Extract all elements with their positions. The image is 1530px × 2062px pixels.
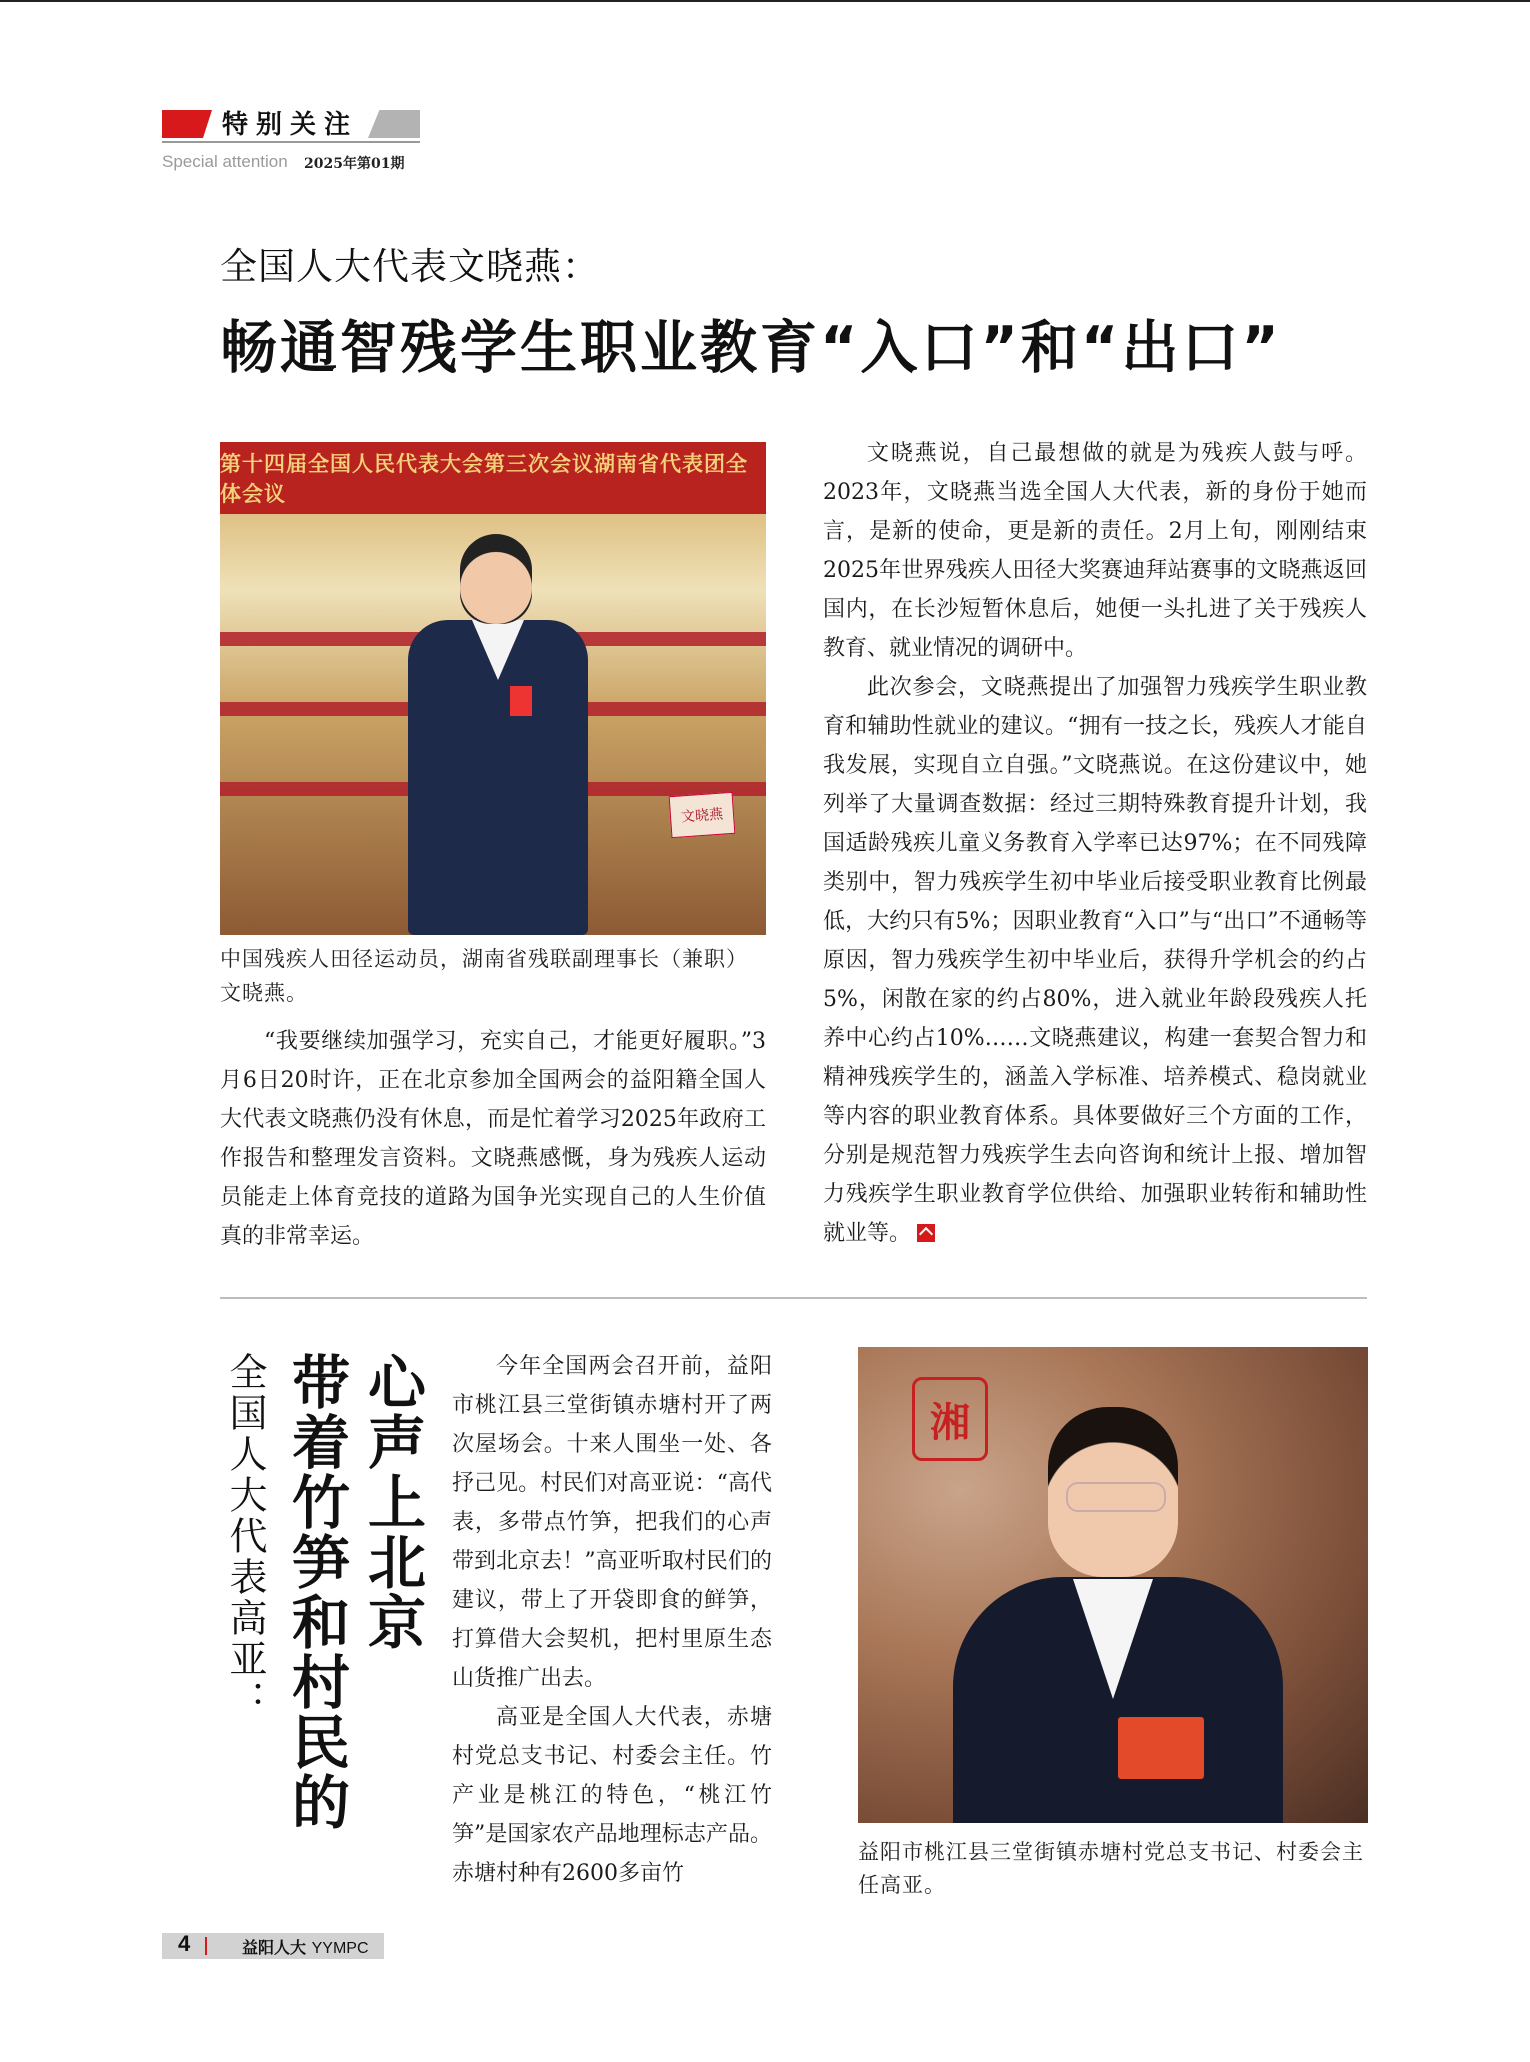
article2-subtitle: 全国人大代表高亚： — [223, 1352, 267, 1721]
magazine-name-cn: 益阳人大 — [242, 1938, 307, 1957]
section-marker-red — [162, 110, 212, 138]
article2-paragraph: 今年全国两会召开前，益阳市桃江县三堂街镇赤塘村开了两次屋场会。十来人围坐一处、各抒己见。村民们对高亚说：“高代表，多带点竹笋，把我们的心声带到北京去！”高亚听取村民们的建议，带上了开袋即食的鲜笋，打算借大会契机，把村里原生态山货推广出去。 — [452, 1354, 772, 1691]
article2-photo — [858, 1347, 1368, 1823]
top-rule — [0, 0, 1530, 2]
magazine-name — [242, 1935, 369, 1958]
article1-photo-caption: 中国残疾人田径运动员，湖南省残联副理事长（兼职）文晓燕。 — [220, 947, 748, 1005]
article-divider — [220, 1297, 1367, 1299]
magazine-name-en: YYMPC — [311, 1940, 369, 1957]
delegate-badge — [510, 686, 532, 716]
article1-left-column — [220, 1022, 766, 1256]
article2-photo-caption: 益阳市桃江县三堂街镇赤塘村党总支书记、村委会主任高亚。 — [858, 1840, 1364, 1897]
page-number: 4 — [178, 1931, 191, 1956]
issue-label: 2025年第01期 — [304, 156, 405, 172]
article2-title-line2: 带着竹笋和村民的 — [282, 1352, 350, 1832]
delegate-badge — [1118, 1717, 1204, 1779]
article2-text-column — [452, 1347, 772, 1893]
article1-paragraph: 此次参会，文晓燕提出了加强智力残疾学生职业教育和辅助性就业的建议。“拥有一技之长，残疾人才能自我发展，实现自立自强。”文晓燕说。在这份建议中，她列举了大量调查数据：经过三期特殊教育提升计划，我国适龄残疾儿童义务教育入学率已达97%；在不同残障类别中，智力残疾学生初中毕业后接受职业教育比例最低，大约只有5%；因职业教育“入口”与“出口”不通畅等原因，智力残疾学生初中毕业后，获得升学机会的约占5%，闲散在家的约占80%，进入就业年龄段残疾人托养中心约占10%……文晓燕建议，构建一套契合智力和精神残疾学生的，涵盖入学标准、培养模式、稳岗就业等内容的职业教育体系。具体要做好三个方面的工作，分别是规范智力残疾学生去向咨询和统计上报、增加智力残疾学生职业教育学位供给、加强职业转衔和辅助性就业等。 — [823, 675, 1367, 1246]
header-divider — [162, 141, 420, 143]
article2-paragraph: 高亚是全国人大代表，赤塘村党总支书记、村委会主任。竹产业是桃江的特色，“桃江竹笋”是国家农产品地理标志产品。赤塘村种有2600多亩竹 — [452, 1705, 772, 1886]
article1-paragraph: 文晓燕说，自己最想做的就是为残疾人鼓与呼。2023年，文晓燕当选全国人大代表，新的身份于她而言，是新的使命，更是新的责任。2月上旬，刚刚结束2025年世界残疾人田径大奖赛迪拜站赛事的文晓燕返回国内，在长沙短暂休息后，她便一头扎进了关于残疾人教育、就业情况的调研中。 — [823, 441, 1367, 661]
article1-subtitle: 全国人大代表文晓燕： — [220, 245, 600, 288]
article1-paragraph: “我要继续加强学习，充实自己，才能更好履职。”3月6日20时许，正在北京参加全国两会的益阳籍全国人大代表文晓燕仍没有休息，而是忙着学习2025年政府工作报告和整理发言资料。文晓燕感慨，身为残疾人运动员能走上体育竞技的道路为国争光实现自己的人生价值真的非常幸运。 — [220, 1029, 766, 1249]
article1-photo — [220, 442, 766, 935]
section-title-en: Special attention — [162, 152, 288, 171]
photo-banner-text: 第十四届全国人民代表大会第三次会议湖南省代表团全体会议 — [220, 442, 766, 514]
article1-paragraph-with-end — [823, 668, 1367, 1253]
end-mark-icon — [917, 1224, 935, 1242]
nameplate: 文晓燕 — [669, 792, 736, 838]
person-head — [460, 534, 532, 624]
glasses-icon — [1066, 1482, 1166, 1512]
section-title: 特别关注 — [222, 110, 359, 140]
article2-title-line1: 心声上北京 — [358, 1352, 426, 1652]
article1-title: 畅通智残学生职业教育“入口”和“出口” — [220, 315, 1282, 381]
footer-separator — [205, 1937, 207, 1955]
article1-right-column — [823, 434, 1367, 1253]
person-figure — [398, 534, 598, 935]
section-marker-gray — [368, 110, 420, 138]
hunan-seal-logo: 湘 — [912, 1377, 988, 1461]
